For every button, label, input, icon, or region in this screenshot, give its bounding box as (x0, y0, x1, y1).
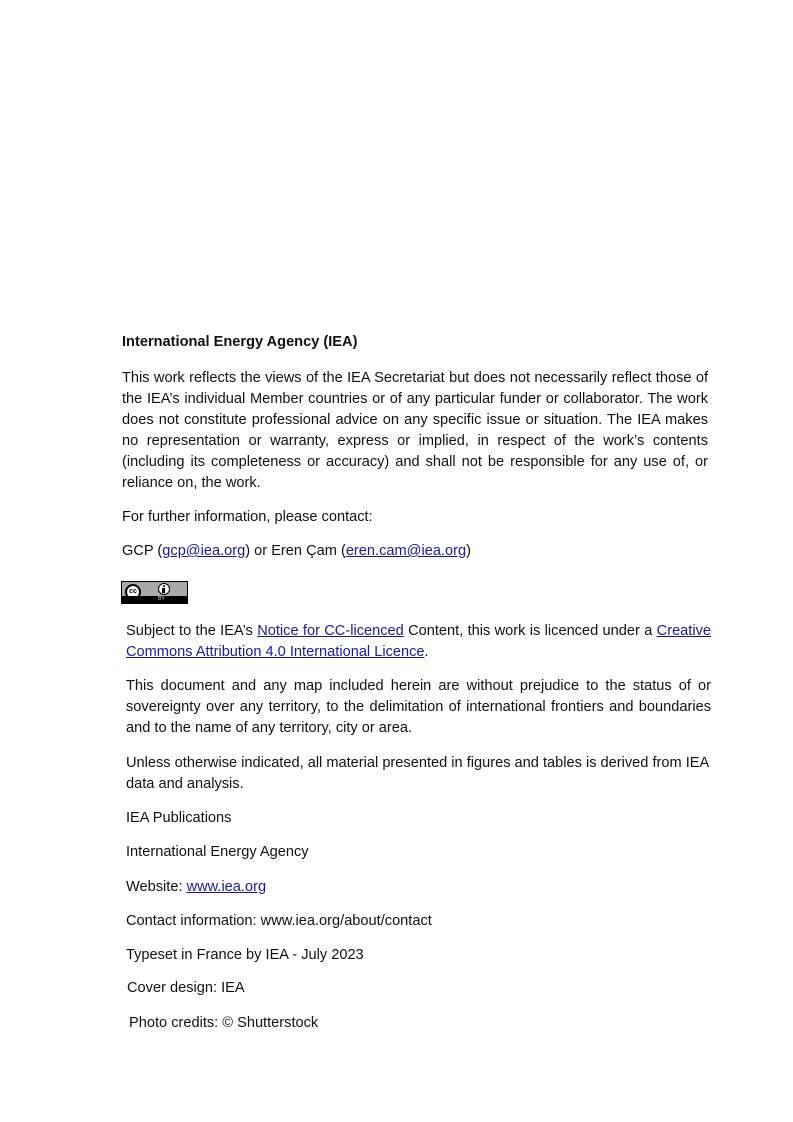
by-label: BY (158, 596, 165, 602)
typeset-line: Typeset in France by IEA - July 2023 (126, 947, 364, 963)
agency-line: International Energy Agency (126, 844, 309, 860)
website-link[interactable]: www.iea.org (186, 879, 267, 895)
cc-by-license-badge-icon[interactable] (121, 581, 188, 604)
data-note-paragraph: Unless otherwise indicated, all material presented in figures and tables is derived from IEA data and analysis. (126, 755, 709, 792)
cover-design-line: Cover design: IEA (127, 980, 245, 996)
cc-icon: cc (125, 584, 141, 600)
licence-text-3: . (424, 644, 429, 660)
contact-info-line: Contact information: www.iea.org/about/contact (126, 913, 432, 929)
photo-credits-line: Photo credits: © Shutterstock (129, 1015, 319, 1031)
publications-line: IEA Publications (126, 810, 232, 826)
website-line (126, 877, 712, 898)
badge-bar (122, 596, 187, 603)
map-disclaimer-paragraph: This document and any map included herein are without prejudice to the status of or sovereignty over any territory, to the delimitation of international frontiers and boundaries and to the name of any territory, city or area. (126, 678, 711, 736)
licence-text-2: Content, this work is licenced under a (403, 623, 657, 639)
cc-notice-link[interactable]: Notice for CC-licenced (257, 623, 404, 639)
contact-suffix: ) (466, 543, 471, 559)
agency-heading: International Energy Agency (IEA) (122, 334, 358, 350)
contact-intro: For further information, please contact: (122, 509, 373, 525)
attribution-person-icon (158, 583, 170, 595)
eren-email-link[interactable]: eren.cam@iea.org (345, 543, 467, 559)
contact-prefix: GCP ( (122, 543, 163, 559)
gcp-email-link[interactable]: gcp@iea.org (162, 543, 246, 559)
licence-paragraph (126, 621, 711, 663)
website-label: Website: (126, 879, 187, 895)
cc-licence-link[interactable]: Creative Commons Attribution 4.0 International Licence (126, 623, 712, 660)
contact-middle: ) or Eren Çam ( (245, 543, 346, 559)
disclaimer-paragraph: This work reflects the views of the IEA Secretariat but does not necessarily reflect those of the IEA’s individual Member countries or of any particular funder or collaborator. The work does not constitute professional advice on any specific issue or situation. The IEA makes no representation or warranty, express or implied, in respect of the work’s contents (including its completeness or accuracy) and shall not be responsible for any use of, or reliance on, the work. (122, 370, 708, 491)
licence-text-1: Subject to the IEA’s (126, 623, 258, 639)
contact-line (122, 541, 708, 562)
